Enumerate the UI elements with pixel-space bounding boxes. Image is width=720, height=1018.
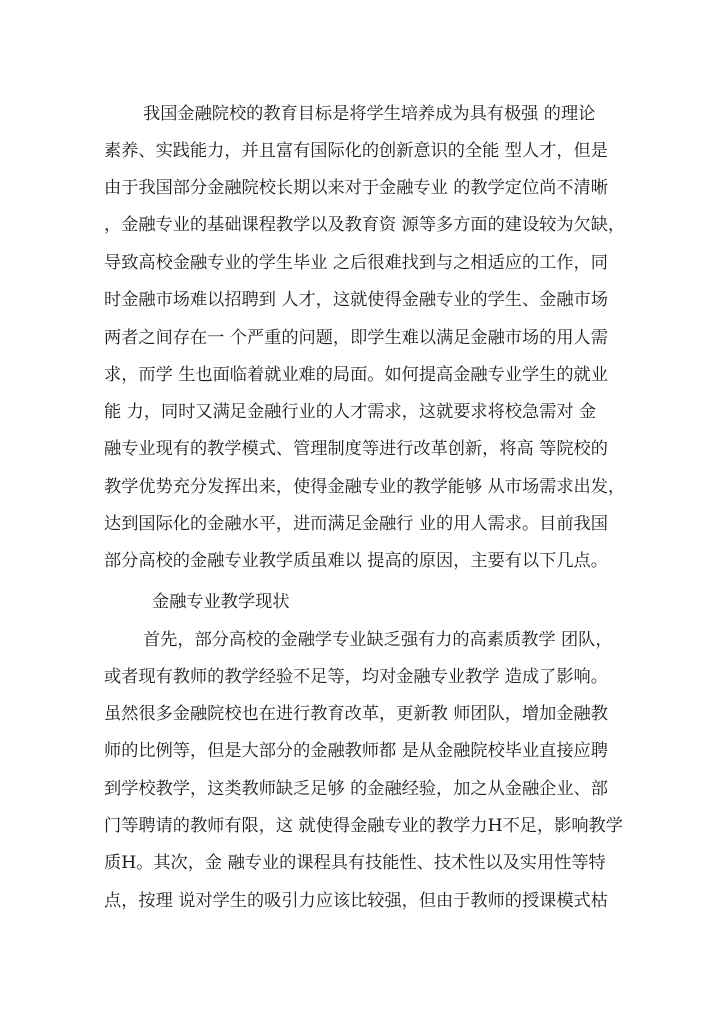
paragraph-line: 首先，部分高校的金融学专业缺乏强有力的高素质教学 团队， (143, 630, 613, 650)
paragraph-line: 质H。其次，金 融专业的课程具有技能性、技术性以及实用性等特 (104, 853, 606, 873)
paragraph-line: 由于我国部分金融院校长期以来对于金融专业 的教学定位尚不清晰 (104, 178, 608, 198)
paragraph-line: ，金融专业的基础课程教学以及教育资 源等多方面的建设较为欠缺， (104, 215, 626, 235)
paragraph-line: 或者现有教师的教学经验不足等，均对金融专业教学 造成了影响。 (104, 667, 608, 687)
paragraph-line: 师的比例等，但是大部分的金融教师都 是从金融院校毕业直接应聘 (104, 741, 608, 761)
paragraph-line: 两者之间存在一 个严重的问题，即学生难以满足金融市场的用人需 (104, 328, 608, 348)
paragraph-line: 素养、实践能力，并且富有国际化的创新意识的全能 型人才，但是 (104, 141, 608, 161)
paragraph-line: 虽然很多金融院校也在进行教育改革，更新教 师团队，增加金融教 (104, 704, 608, 724)
section-heading: 金融专业教学现状 (152, 592, 290, 612)
paragraph-line: 教学优势充分发挥出来，使得金融专业的教学能够 从市场需求出发， (104, 477, 626, 497)
paragraph-line: 到学校教学，这类教师缺乏足够 的金融经验，加之从金融企业、部 (104, 779, 608, 799)
paragraph-line: 达到国际化的金融水平，进而满足金融行 业的用人需求。目前我国 (104, 514, 608, 534)
paragraph-line: 时金融市场难以招聘到 人才，这就使得金融专业的学生、金融市场 (104, 290, 608, 310)
paragraph-line: 融专业现有的教学模式、管理制度等进行改革创新，将高 等院校的 (104, 439, 608, 459)
paragraph-line: 门等聘请的教师有限，这 就使得金融专业的教学力H不足，影响教学 (104, 816, 623, 836)
paragraph-line: 能 力，同时又满足金融行业的人才需求，这就要求将校急需对 金 (104, 402, 597, 422)
paragraph-line: 点，按理 说对学生的吸引力应该比较强，但由于教师的授课模式枯 (104, 891, 608, 911)
paragraph-line: 部分高校的金融专业教学质虽难以 提高的原因，主要有以下几点。 (104, 551, 608, 571)
paragraph-line: 导致高校金融专业的学生毕业 之后很难找到与之相适应的工作，同 (104, 253, 608, 273)
paragraph-line: 我国金融院校的教育目标是将学生培养成为具有极强 的理论 (143, 104, 596, 124)
paragraph-line: 求，而学 生也面临着就业难的局面。如何提高金融专业学生的就业 (104, 365, 608, 385)
